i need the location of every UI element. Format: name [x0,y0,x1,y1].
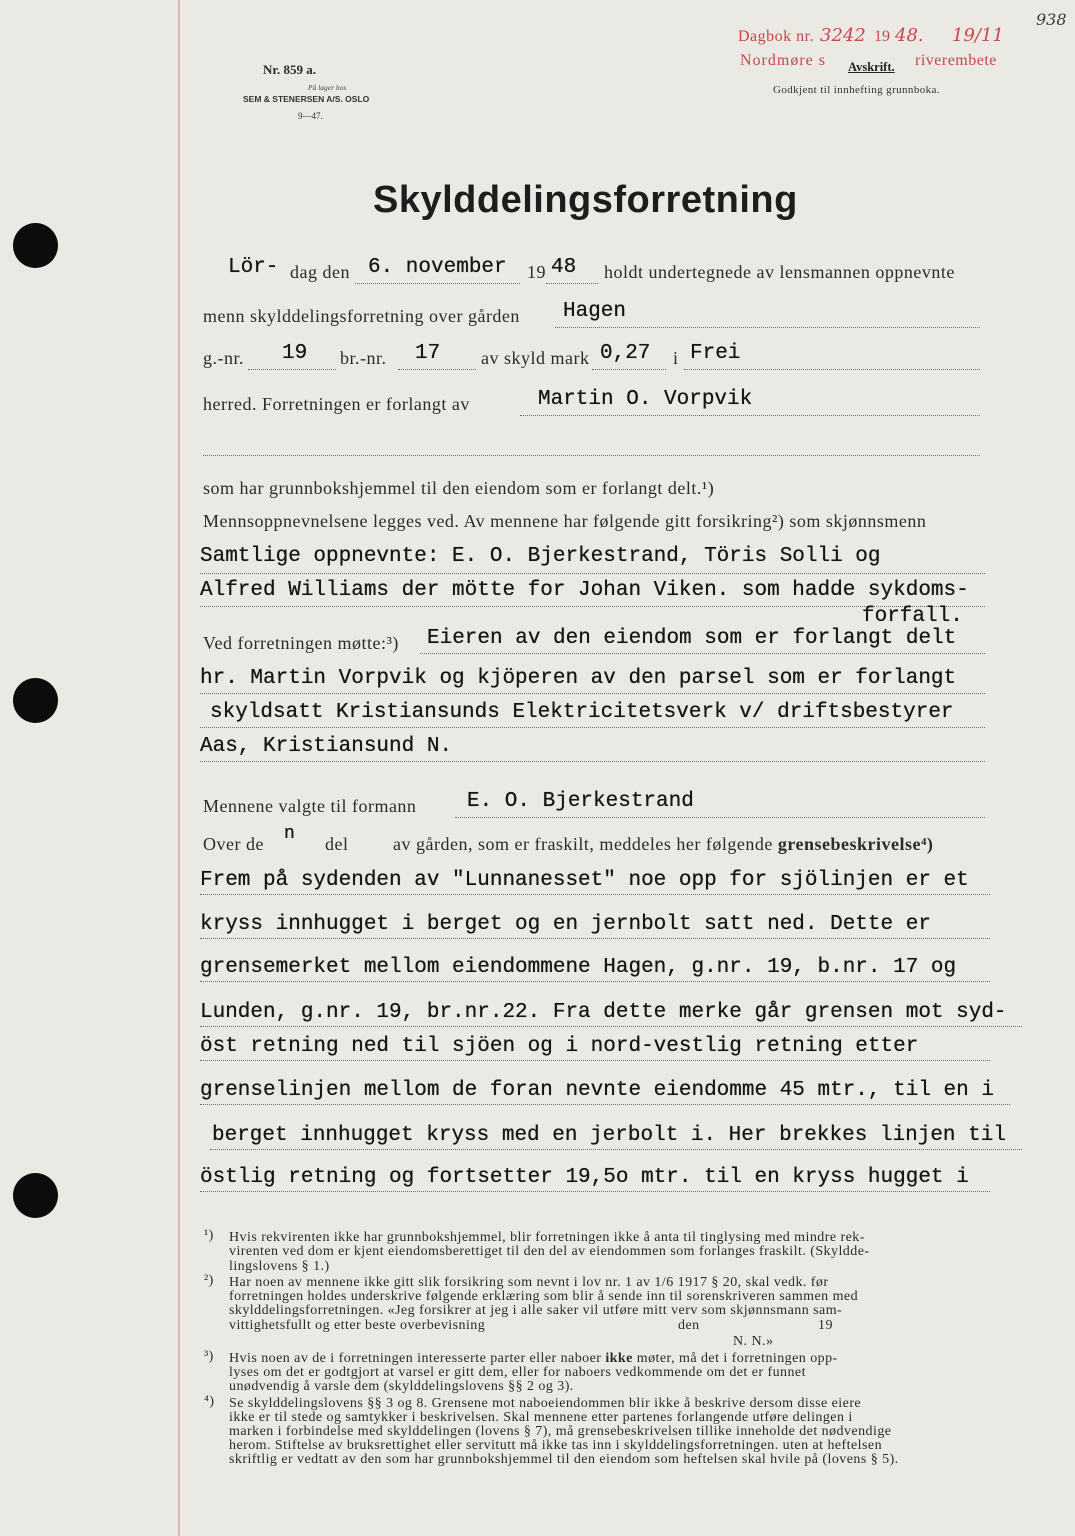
footnote-4-line: marken i forbindelse med skylddelingen (lovens § 7), må grensebeskrivelsen tillike inneholde det nødvendige [229,1424,892,1439]
boundary-emphasis: grensebeskrivelse⁴) [777,834,934,854]
red-margin-line [178,0,180,1536]
boundary-fill-line [200,1191,990,1192]
footnote-3-line: lyses om det er godtgjort at varsel er gitt dem, eller for naboers vedkommende om det er funnet [229,1365,806,1380]
gnr-label: g.-nr. [203,348,244,368]
appraisers-fill-line [200,573,985,574]
farm-fill-line [555,327,980,328]
footnote-3-emphasis: ikke [605,1351,633,1366]
bnr-label: br.-nr. [340,348,387,368]
footnote-1-line: lingslovens § 1.) [229,1259,330,1274]
chairman-fill-line [455,817,985,818]
footnote-1-marker: ¹) [204,1228,214,1243]
fraction-typed: n [284,824,295,844]
boundary-fill-line [200,1026,1022,1027]
stamp-year: 48. [895,25,924,46]
footnote-2-marker: ²) [204,1273,214,1288]
bnr-fill-line [398,369,476,370]
boundary-fill-line [200,1104,1010,1105]
footnote-2-year-label: 19 [818,1318,833,1333]
weekday-typed: Lör- [228,256,279,279]
footnote-2-line: vittighetsfullt og etter beste overbevisning [229,1318,486,1333]
attendance-line: Aas, Kristiansund N. [200,735,453,758]
chairman-label: Mennene valgte til formann [203,796,417,816]
attendance-fill-line [200,761,985,762]
stamp-journal-number: 3242 [820,25,866,46]
boundary-fill-line [210,1149,1022,1150]
attendance-fill-line [200,693,985,694]
footnote-2-line: skylddelingsforretningen. «Jeg forsikrer at jeg i alle saker vil utføre mitt verv som skjønnsmann sam- [229,1303,843,1318]
attendance-line: Eieren av den eiendom som er forlangt delt [427,627,957,650]
blank-fill-line [203,455,980,456]
boundary-fill-line [200,1060,990,1061]
folio-number: 938 [1036,10,1067,29]
attendance-line: skyldsatt Kristiansunds Elektricitetsverk v/ driftsbestyrer [210,701,954,724]
bnr-typed: 17 [415,342,441,365]
stamp-office-start: Nordmøre s [740,52,826,69]
boundary-desc-line: kryss innhugget i berget og en jernbolt satt ned. Dette er [200,913,931,936]
punch-hole-top [13,223,58,268]
date-typed: 6. november [368,256,507,279]
date-fill-line [355,283,520,284]
year-typed: 48 [551,256,577,279]
supplier-name: SEM & STENERSEN A/S. OSLO [243,94,370,104]
supplier-note: På lager hos [308,83,347,92]
footnote-4-marker: ⁴) [204,1394,215,1409]
boundary-fill-line [200,938,990,939]
attendance-fill-line [420,653,985,654]
footnote-2-line: forretningen holdes underskrive følgende erklæring som blir å sende inn til sorenskriveren sammen med [229,1289,859,1304]
footnote-2-signature: N. N.» [733,1334,774,1349]
requester-typed: Martin O. Vorpvik [538,388,753,411]
footnote-4-line: skriftlig er vedtatt av den som har grunnbokshjemmel til den eiendom som heftelsen skal hvile på (lovens § 5). [229,1452,899,1467]
footnote-3-marker: ³) [204,1349,214,1364]
boundary-text: av gården, som er fraskilt, meddeles her følgende [393,834,773,854]
requester-fill-line [520,415,980,416]
footnote-1-line: Hvis rekvirenten ikke har grunnbokshjemmel, blir forretningen ikke å anta til tinglysing med mindre rek- [229,1230,865,1245]
boundary-desc-line: grenselinjen mellom de foran nevnte eiendomme 45 mtr., til en i [200,1079,994,1102]
year-prefix: 19 [527,262,546,282]
footnote-2-place-label: den [678,1318,700,1333]
boundary-line-text [393,834,933,854]
appraisers-line: forfall. [862,605,963,628]
municipality-label: i [673,348,679,368]
boundary-desc-line: grensemerket mellom eiendommene Hagen, g.nr. 19, b.nr. 17 og [200,956,957,979]
footnote-3-line: unødvendig å varsle dem (skylddelingslovens §§ 2 og 3). [229,1379,574,1394]
gnr-fill-line [248,369,336,370]
footnote-4-line: ikke er til stede og samtykker i beskrivelsen. Skal mennene etter partenes forlangende utføre delingen i [229,1410,853,1425]
skyld-typed: 0,27 [600,342,651,365]
stamp-office-end: riverembete [915,52,997,69]
footnote-1-line: virenten ved dom er kjent eiendomsberettiget til den del av eiendommen som forlanges fraskilt. (Skyldde- [229,1244,870,1259]
appraisers-line: Samtlige oppnevnte: E. O. Bjerkestrand, Töris Solli og [200,545,881,568]
print-date: 9—47. [298,111,323,121]
attendance-line: hr. Martin Vorpvik og kjöperen av den parsel som er forlangt [200,667,957,690]
title-note: som har grunnbokshjemmel til den eiendom som er forlangt delt.¹) [203,478,715,498]
boundary-fill-line [200,894,990,895]
chairman-typed: E. O. Bjerkestrand [467,790,694,813]
skyld-label: av skyld mark [481,348,590,368]
punch-hole-middle [13,678,58,723]
attendance-fill-line [200,727,985,728]
copy-label: Avskrift. [848,60,895,74]
form-number: Nr. 859 a. [263,62,316,77]
skyld-fill-line [592,369,666,370]
attendance-label: Ved forretningen møtte:³) [203,633,399,653]
punch-hole-bottom [13,1173,58,1218]
over-label: Over de [203,834,264,854]
footnote-3-start: Hvis noen av de i forretningen interesserte parter eller naboer [229,1351,602,1366]
boundary-desc-line: östlig retning og fortsetter 19,5o mtr. til en kryss hugget i [200,1166,969,1189]
footnote-3-line [229,1352,838,1366]
municipality-fill-line [684,369,980,370]
municipality-typed: Frei [690,342,741,365]
page-title: Skylddelingsforretning [373,179,798,221]
boundary-fill-line [200,981,990,982]
boundary-desc-line: Frem på sydenden av "Lunnanesset" noe opp for sjölinjen er et [200,869,969,892]
date-line-text: holdt undertegnede av lensmannen oppnevnte [604,262,955,282]
footnote-4-line: Se skylddelingslovens §§ 3 og 8. Grensene mot naboeiendommen blir ikke å beskrive dersom disse eiere [229,1396,862,1411]
stamp-journal-label: Dagbok nr. [738,28,815,45]
footnote-4-line: herom. Stiftelse av bruksrettighet eller servitutt må ikke tas inn i skylddelingsforretningen. uten at heftelsen [229,1438,883,1453]
year-fill-line [546,283,598,284]
boundary-desc-line: Lunden, g.nr. 19, br.nr.22. Fra dette merke går grensen mot syd- [200,1001,1007,1024]
part-label: del [325,834,349,854]
farm-typed: Hagen [563,300,627,323]
weekday-label: dag den [290,262,350,282]
requester-line-text: herred. Forretningen er forlangt av [203,394,470,414]
boundary-desc-line: öst retning ned til sjöen og i nord-vestlig retning etter [200,1035,919,1058]
footnote-3-end: møter, må det i forretningen opp- [636,1351,838,1366]
stamp-date: 19/11 [952,25,1004,46]
appraisers-line: Alfred Williams der mötte for Johan Viken. som hadde sykdoms- [200,579,969,602]
farm-line-text: menn skylddelingsforretning over gården [203,306,520,326]
stamp-year-prefix: 19 [874,28,890,45]
approval-text: Godkjent til innhefting grunnboka. [773,84,940,96]
footnote-2-line: Har noen av mennene ikke gitt slik forsikring som nevnt i lov nr. 1 av 1/6 1917 § 20, skal vedk. før [229,1275,829,1290]
appointment-text: Mennsoppnevnelsene legges ved. Av mennene har følgende gitt forsikring²) som skjønnsmenn [203,511,927,531]
boundary-desc-line: berget innhugget kryss med en jerbolt i. Her brekkes linjen til [212,1124,1006,1147]
gnr-typed: 19 [282,342,308,365]
